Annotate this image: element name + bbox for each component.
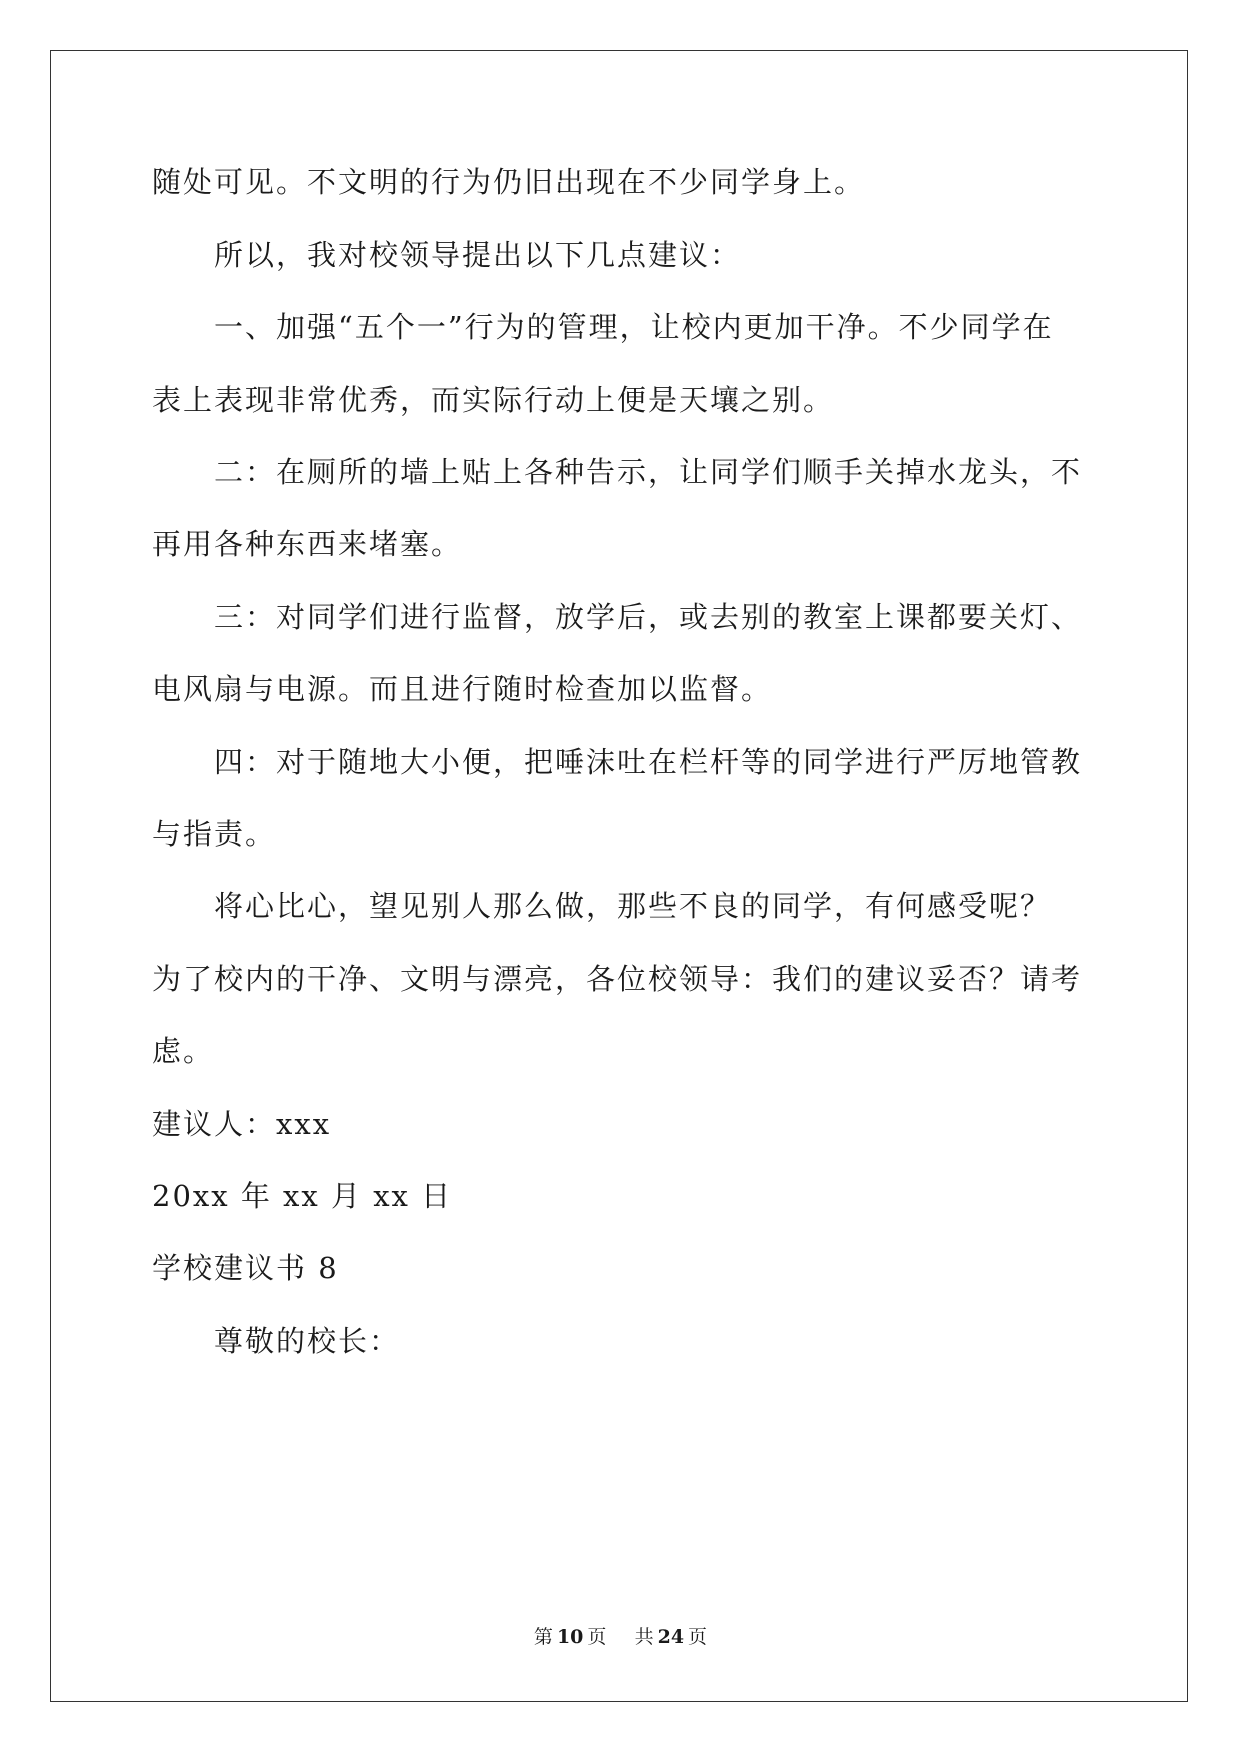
total-prefix: 共	[634, 1626, 654, 1648]
text-line: 再用各种东西来堵塞。	[152, 527, 463, 561]
page-number: 10	[556, 1626, 584, 1648]
page-footer	[0, 1622, 1241, 1649]
text-line: 随处可见。不文明的行为仍旧出现在不少同学身上。	[152, 165, 866, 199]
section-title: 学校建议书 8	[152, 1251, 339, 1285]
signer-line: 建议人：xxx	[152, 1107, 332, 1141]
page-suffix: 页	[587, 1626, 607, 1648]
text-line: 与指责。	[152, 817, 277, 851]
page-total: 24	[657, 1626, 685, 1648]
text-line: 将心比心，望见别人那么做，那些不良的同学，有何感受呢？	[214, 889, 1052, 923]
text-line: 四：对于随地大小便，把唾沫吐在栏杆等的同学进行严厉地管教	[214, 745, 1083, 779]
salutation: 尊敬的校长：	[214, 1324, 401, 1358]
text-line: 三：对同学们进行监督，放学后，或去别的教室上课都要关灯、	[214, 600, 1083, 634]
page-border	[50, 50, 1188, 1702]
text-line: 为了校内的干净、文明与漂亮，各位校领导：我们的建议妥否？请考	[152, 962, 1083, 996]
text-line: 所以，我对校领导提出以下几点建议：	[214, 238, 742, 272]
text-line: 二：在厕所的墙上贴上各种告示，让同学们顺手关掉水龙头，不	[214, 455, 1083, 489]
text-line: 虑。	[152, 1034, 215, 1068]
date-line: 20xx 年 xx 月 xx 日	[152, 1179, 453, 1213]
text-line: 电风扇与电源。而且进行随时检查加以监督。	[152, 672, 773, 706]
total-suffix: 页	[688, 1626, 708, 1648]
text-line: 表上表现非常优秀，而实际行动上便是天壤之别。	[152, 383, 835, 417]
page-prefix: 第	[533, 1626, 553, 1648]
text-line: 一、加强“五个一”行为的管理，让校内更加干净。不少同学在	[214, 310, 1054, 344]
